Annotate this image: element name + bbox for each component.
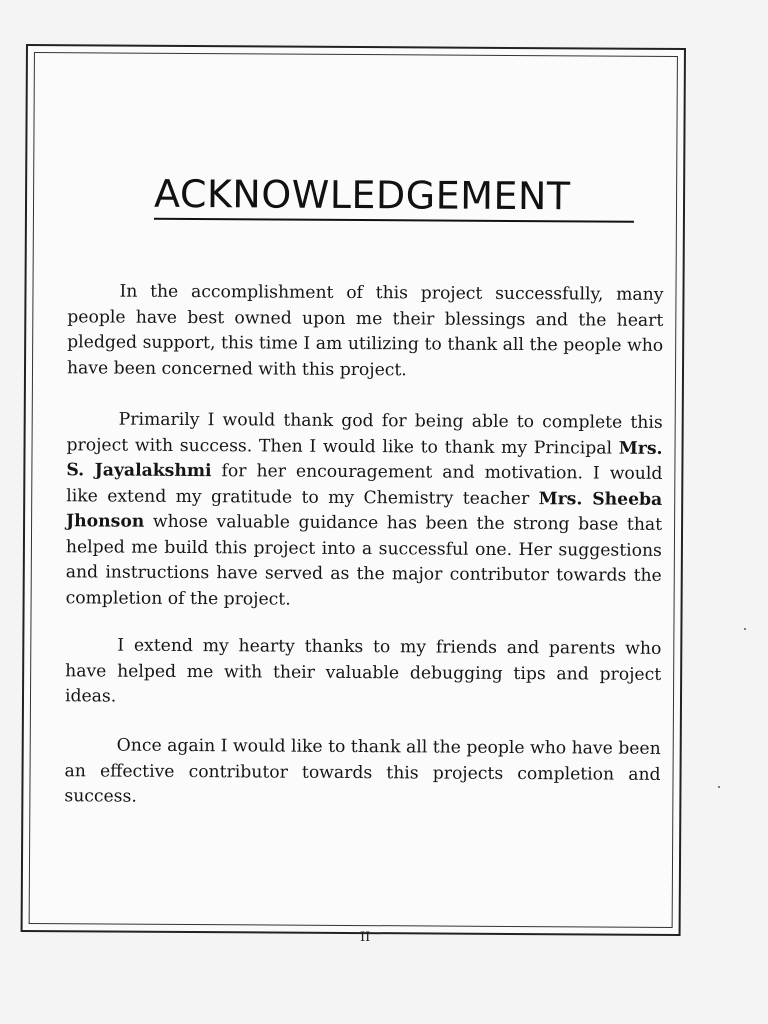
paragraph-2-part-a: Primarily I would thank god for being able to complete this project with success. Then I would like to thank my Principal	[66, 409, 663, 459]
paragraph-2	[66, 407, 663, 615]
scan-speck	[718, 786, 720, 788]
paragraph-2-part-c: whose valuable guidance has been the strong base that helped me build this project into a successful one. Her suggestions and instructions have served as the major contributor towards the completion of the project.	[65, 511, 663, 610]
page-content	[64, 53, 664, 807]
paragraph-3: I extend my hearty thanks to my friends and parents who have helped me with their valuable debugging tips and project ideas.	[64, 635, 662, 707]
page-title: ACKNOWLEDGEMENT	[153, 171, 571, 219]
title-underline	[154, 218, 634, 223]
page-border-inner	[29, 52, 678, 928]
paragraph-1: In the accomplishment of this project successfully, many people have best owned upon me their blessings and the heart pledged support, this time I am utilizing to thank all the people who have been concerned with this project.	[66, 281, 664, 380]
scan-speck	[744, 628, 746, 630]
paragraph-2-part-b: for her encouragement and motivation. I would like extend my gratitude to my Chemistry teacher	[66, 461, 663, 509]
paragraph-4: Once again I would like to thank all the people who have been an effective contributor towards this projects completion and success.	[64, 735, 661, 807]
teacher-name: Mrs. Sheeba Jhonson	[66, 488, 663, 532]
page-number: II	[360, 930, 371, 945]
principal-name: Mrs. S. Jayalakshmi	[66, 438, 663, 482]
page-border-outer	[21, 44, 686, 936]
